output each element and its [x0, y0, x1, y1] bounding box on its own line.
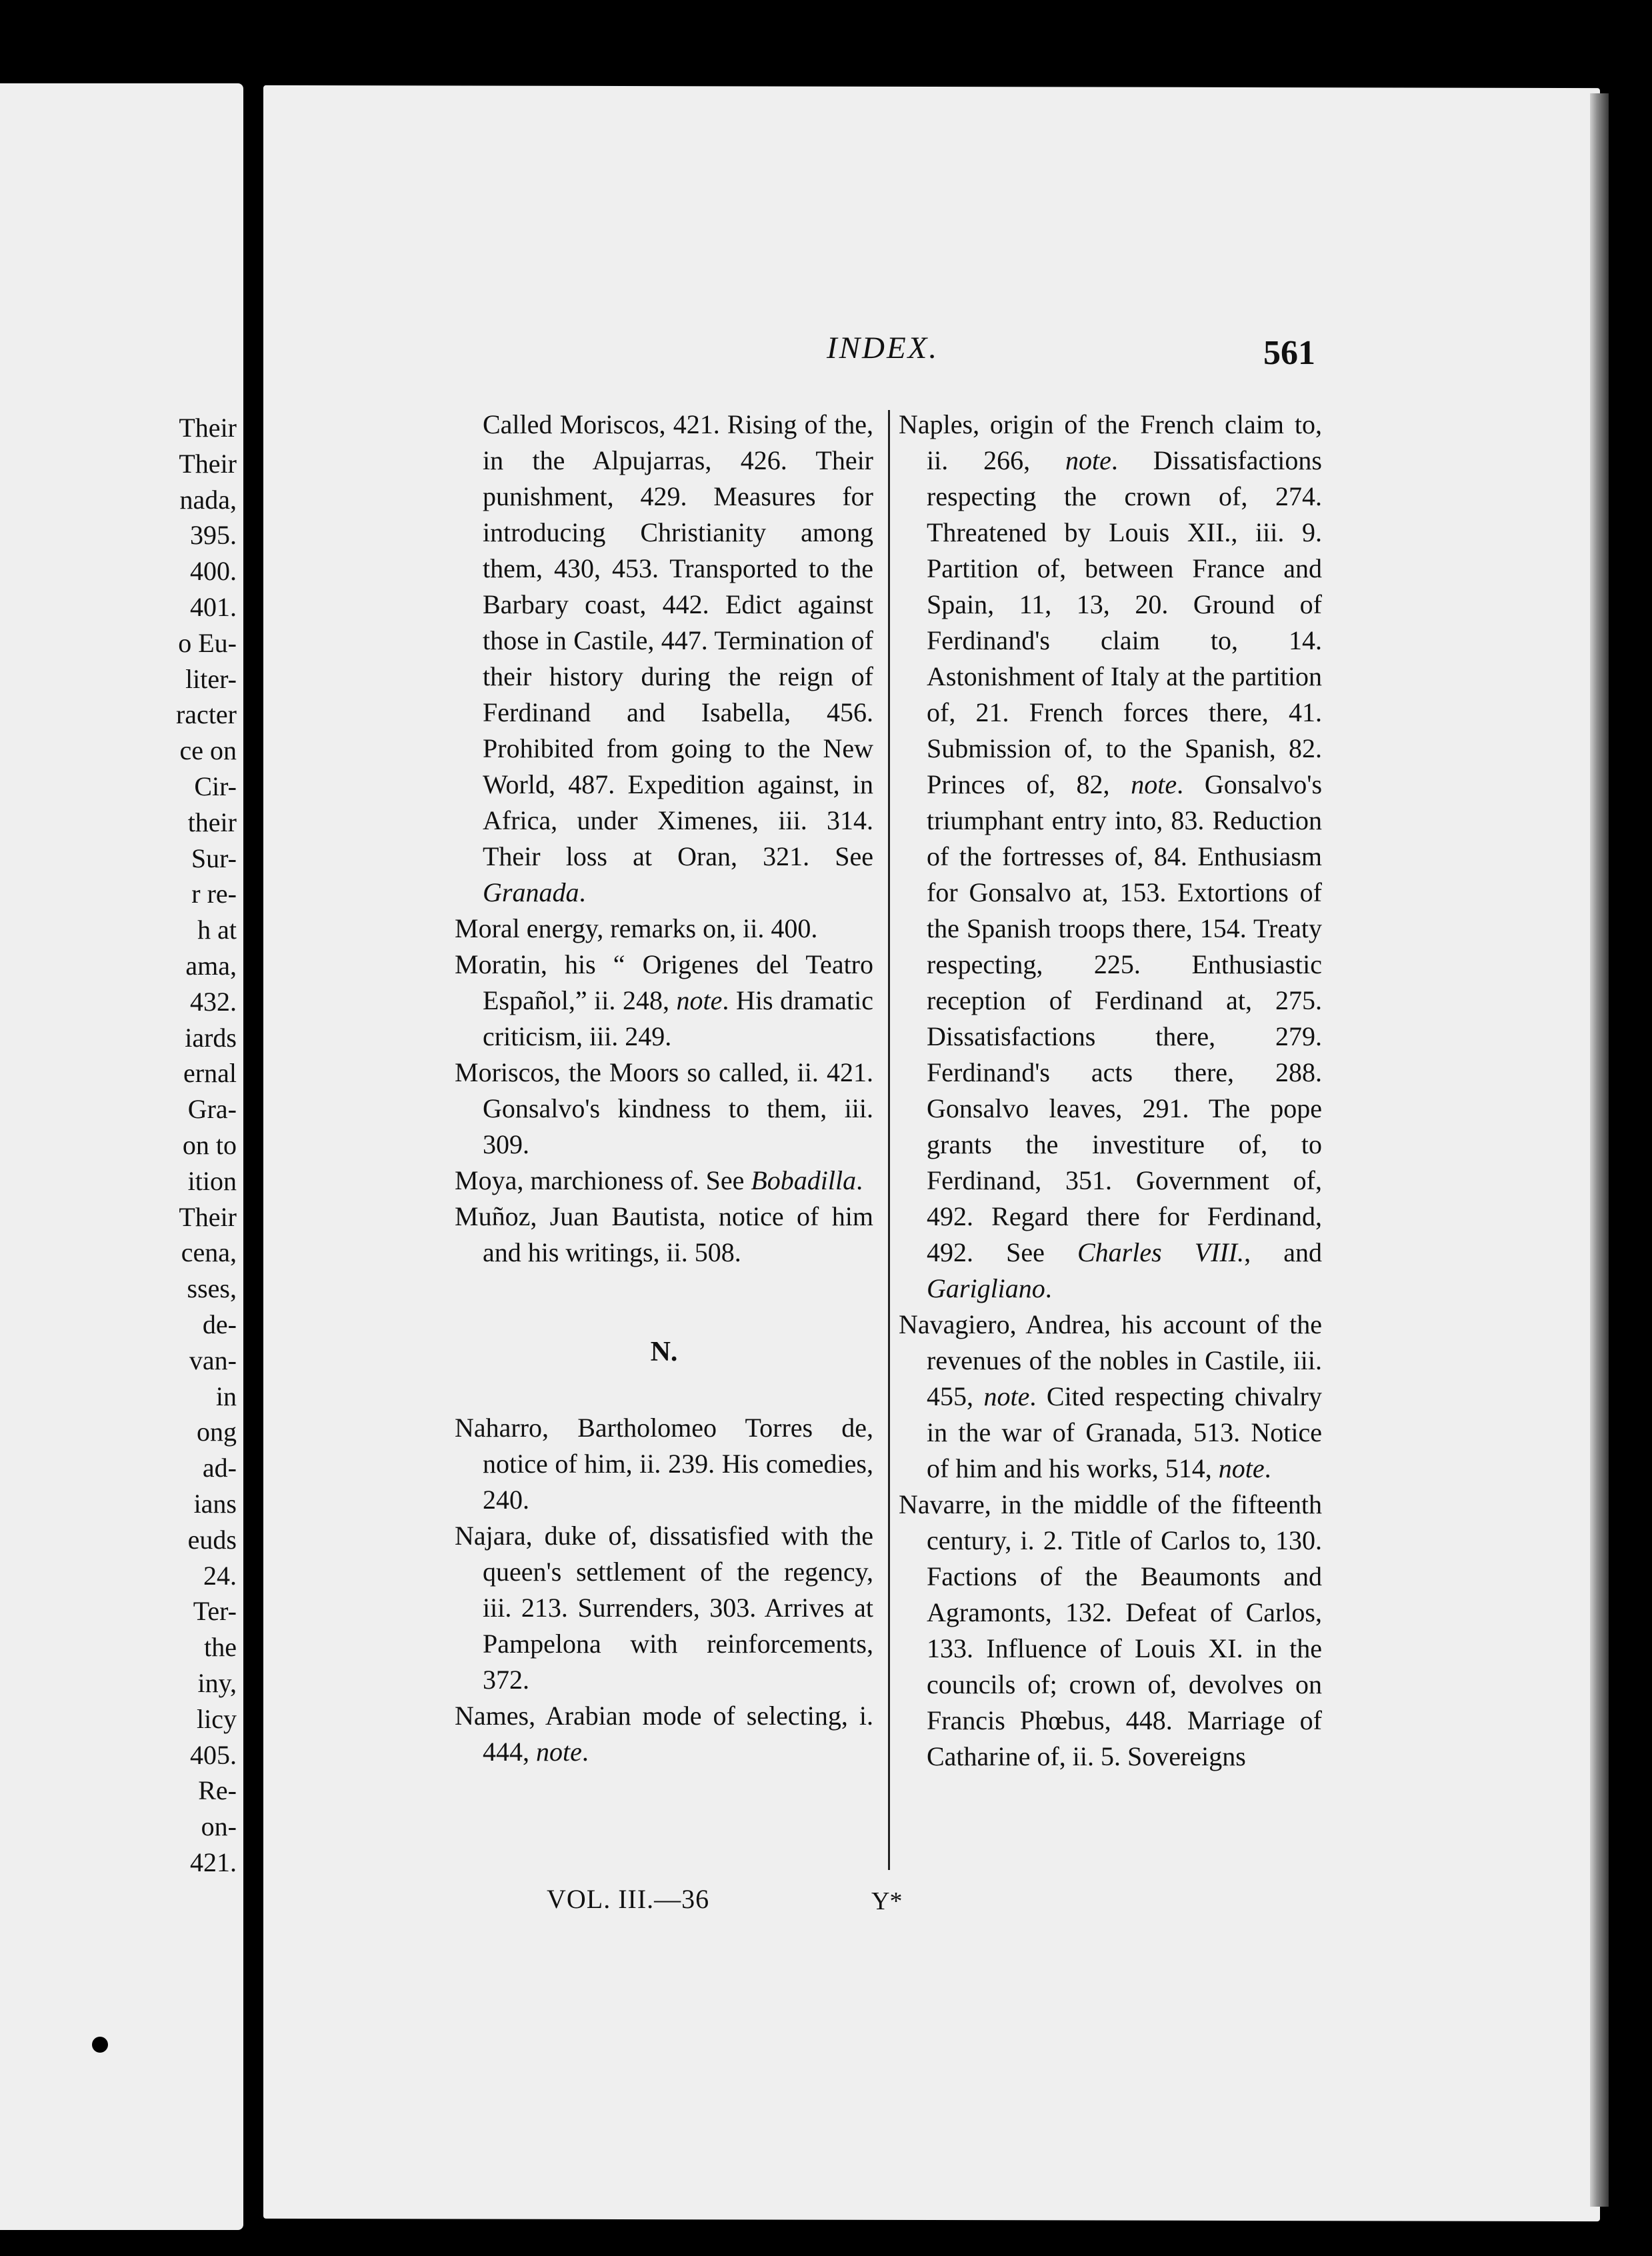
section-heading: N.: [650, 1337, 678, 1367]
left-page-fragment: nada,: [179, 484, 237, 515]
page-number: 561: [1263, 334, 1315, 372]
left-page-fragment: iny,: [197, 1668, 237, 1698]
left-page-fragment: in: [215, 1381, 237, 1411]
left-page-fragment: Re-: [198, 1775, 237, 1806]
left-page-fragment: on to: [182, 1130, 237, 1160]
column-divider: [888, 410, 890, 1870]
left-page-fragment: 24.: [203, 1560, 237, 1591]
left-page-fragment: Sur-: [191, 843, 237, 873]
left-page-fragment: 395.: [190, 520, 237, 551]
page-edge: [1590, 93, 1609, 2207]
index-entry: Najara, duke of, dissatisfied with the queen's settlement of the regency, iii. 213. Surrenders, 303. Arrives at Pampelona with reinforcements, 372.: [455, 1521, 873, 1695]
index-entry: Moya, marchioness of. See Bobadilla.: [455, 1165, 863, 1195]
left-page-fragment: ition: [187, 1165, 237, 1196]
index-entry: Moratin, his “ Origenes del Teatro Español,” ii. 248, note. His dramatic criticism, iii. 249.: [455, 949, 873, 1051]
signature-mark: Y*: [871, 1887, 903, 1915]
left-page-fragment: Ter-: [193, 1596, 237, 1627]
left-page-fragment: Their: [179, 448, 237, 479]
left-page-fragment: ernal: [183, 1058, 237, 1089]
index-column-left: [455, 407, 873, 1770]
left-page-fragment: 405.: [190, 1739, 237, 1770]
left-page-fragment: liter-: [185, 663, 237, 694]
left-page-fragment: Gra-: [187, 1094, 237, 1125]
index-column-right: [899, 407, 1322, 1775]
left-page-fragment: sses,: [187, 1273, 237, 1304]
left-page-fragment: van-: [189, 1345, 237, 1375]
index-entry: Names, Arabian mode of selecting, i. 444, note.: [455, 1701, 873, 1767]
ink-dot: [92, 2037, 108, 2053]
volume-footer: VOL. III.—36: [547, 1884, 710, 1914]
left-page-fragment: ad-: [202, 1453, 237, 1483]
running-head: INDEX.: [827, 331, 939, 365]
index-entry: Navagiero, Andrea, his account of the revenues of the nobles in Castile, iii. 455, note. Cited respecting chivalry in the war of Granada, 513. Notice of him and his works, 514, note.: [899, 1309, 1323, 1483]
left-page-fragment: 401.: [190, 592, 237, 622]
left-page-fragment: licy: [197, 1703, 237, 1734]
left-page-fragment: racter: [175, 699, 237, 730]
index-entry: Naharro, Bartholomeo Torres de, notice of him, ii. 239. His comedies, 240.: [455, 1413, 873, 1515]
index-entry: Moral energy, remarks on, ii. 400.: [455, 913, 818, 943]
left-page-fragment: iards: [185, 1022, 237, 1053]
left-page-fragment: de-: [202, 1309, 237, 1339]
index-entry: Moriscos, the Moors so called, ii. 421. Gonsalvo's kindness to them, iii. 309.: [455, 1057, 873, 1159]
left-page-fragment: h at: [197, 915, 237, 945]
left-page-fragment: ama,: [185, 951, 237, 981]
index-entry-continuation: Called Moriscos, 421. Rising of the, in the Alpujarras, 426. Their punishment, 429. Measures for introducing Christianity among them, 430, 453. Transported to the Barbary coast, 442. Edict against those in Castile, 447. Termination of their history during the reign of Ferdinand and Isabella, 456. Prohibited from going to the New World, 487. Expedition against, in Africa, under Ximenes, iii. 314. Their loss at Oran, 321. See Granada.: [483, 409, 873, 907]
left-page-fragment: cena,: [181, 1237, 237, 1268]
index-entry: Muñoz, Juan Bautista, notice of him and his writings, ii. 508.: [455, 1201, 873, 1267]
left-page-fragment: 432.: [190, 986, 237, 1017]
left-page-fragment: r re-: [191, 879, 237, 909]
left-page-fragment: Cir-: [194, 771, 237, 801]
left-page-fragment: their: [187, 807, 237, 837]
left-page-fragment: 421.: [190, 1847, 237, 1877]
left-page-fragment: 400.: [190, 556, 237, 587]
left-page-fragment: Their: [179, 1201, 237, 1232]
left-page-fragment: euds: [187, 1524, 237, 1555]
left-page-fragment: o Eu-: [178, 627, 237, 658]
left-page-fragment: ce on: [179, 735, 237, 766]
index-entry: Naples, origin of the French claim to, ii. 266, note. Dissatisfactions respecting the crown of, 274. Threatened by Louis XII., iii. 9. Partition of, between France and Spain, 11, 13, 20. Ground of Ferdinand's claim to, 14. Astonishment of Italy at the partition of, 21. French forces there, 41. Submission of, to the Spanish, 82. Princes of, 82, note. Gonsalvo's triumphant entry into, 83. Reduction of the fortresses of, 84. Enthusiasm for Gonsalvo at, 153. Extortions of the Spanish troops there, 154. Treaty respecting, 225. Enthusiastic reception of Ferdinand at, 275. Dissatisfactions there, 279. Ferdinand's acts there, 288. Gonsalvo leaves, 291. The pope grants the investiture of, to Ferdinand, 351. Government of, 492. Regard there for Ferdinand, 492. See Charles VIII., and Garigliano.: [899, 409, 1323, 1303]
left-page-fragment: on-: [201, 1811, 237, 1842]
left-page-fragment: ong: [197, 1417, 237, 1447]
left-page-fragment: the: [204, 1632, 237, 1663]
left-page-fragment: Their: [179, 413, 237, 443]
left-page-fragment: ians: [193, 1489, 237, 1519]
index-entry: Navarre, in the middle of the fifteenth century, i. 2. Title of Carlos to, 130. Factions of the Beaumonts and Agramonts, 132. Defeat of Carlos, 133. Influence of Louis XI. in the councils of; crown of, devolves on Francis Phœbus, 448. Marriage of Catharine of, ii. 5. Sovereigns: [899, 1489, 1322, 1771]
